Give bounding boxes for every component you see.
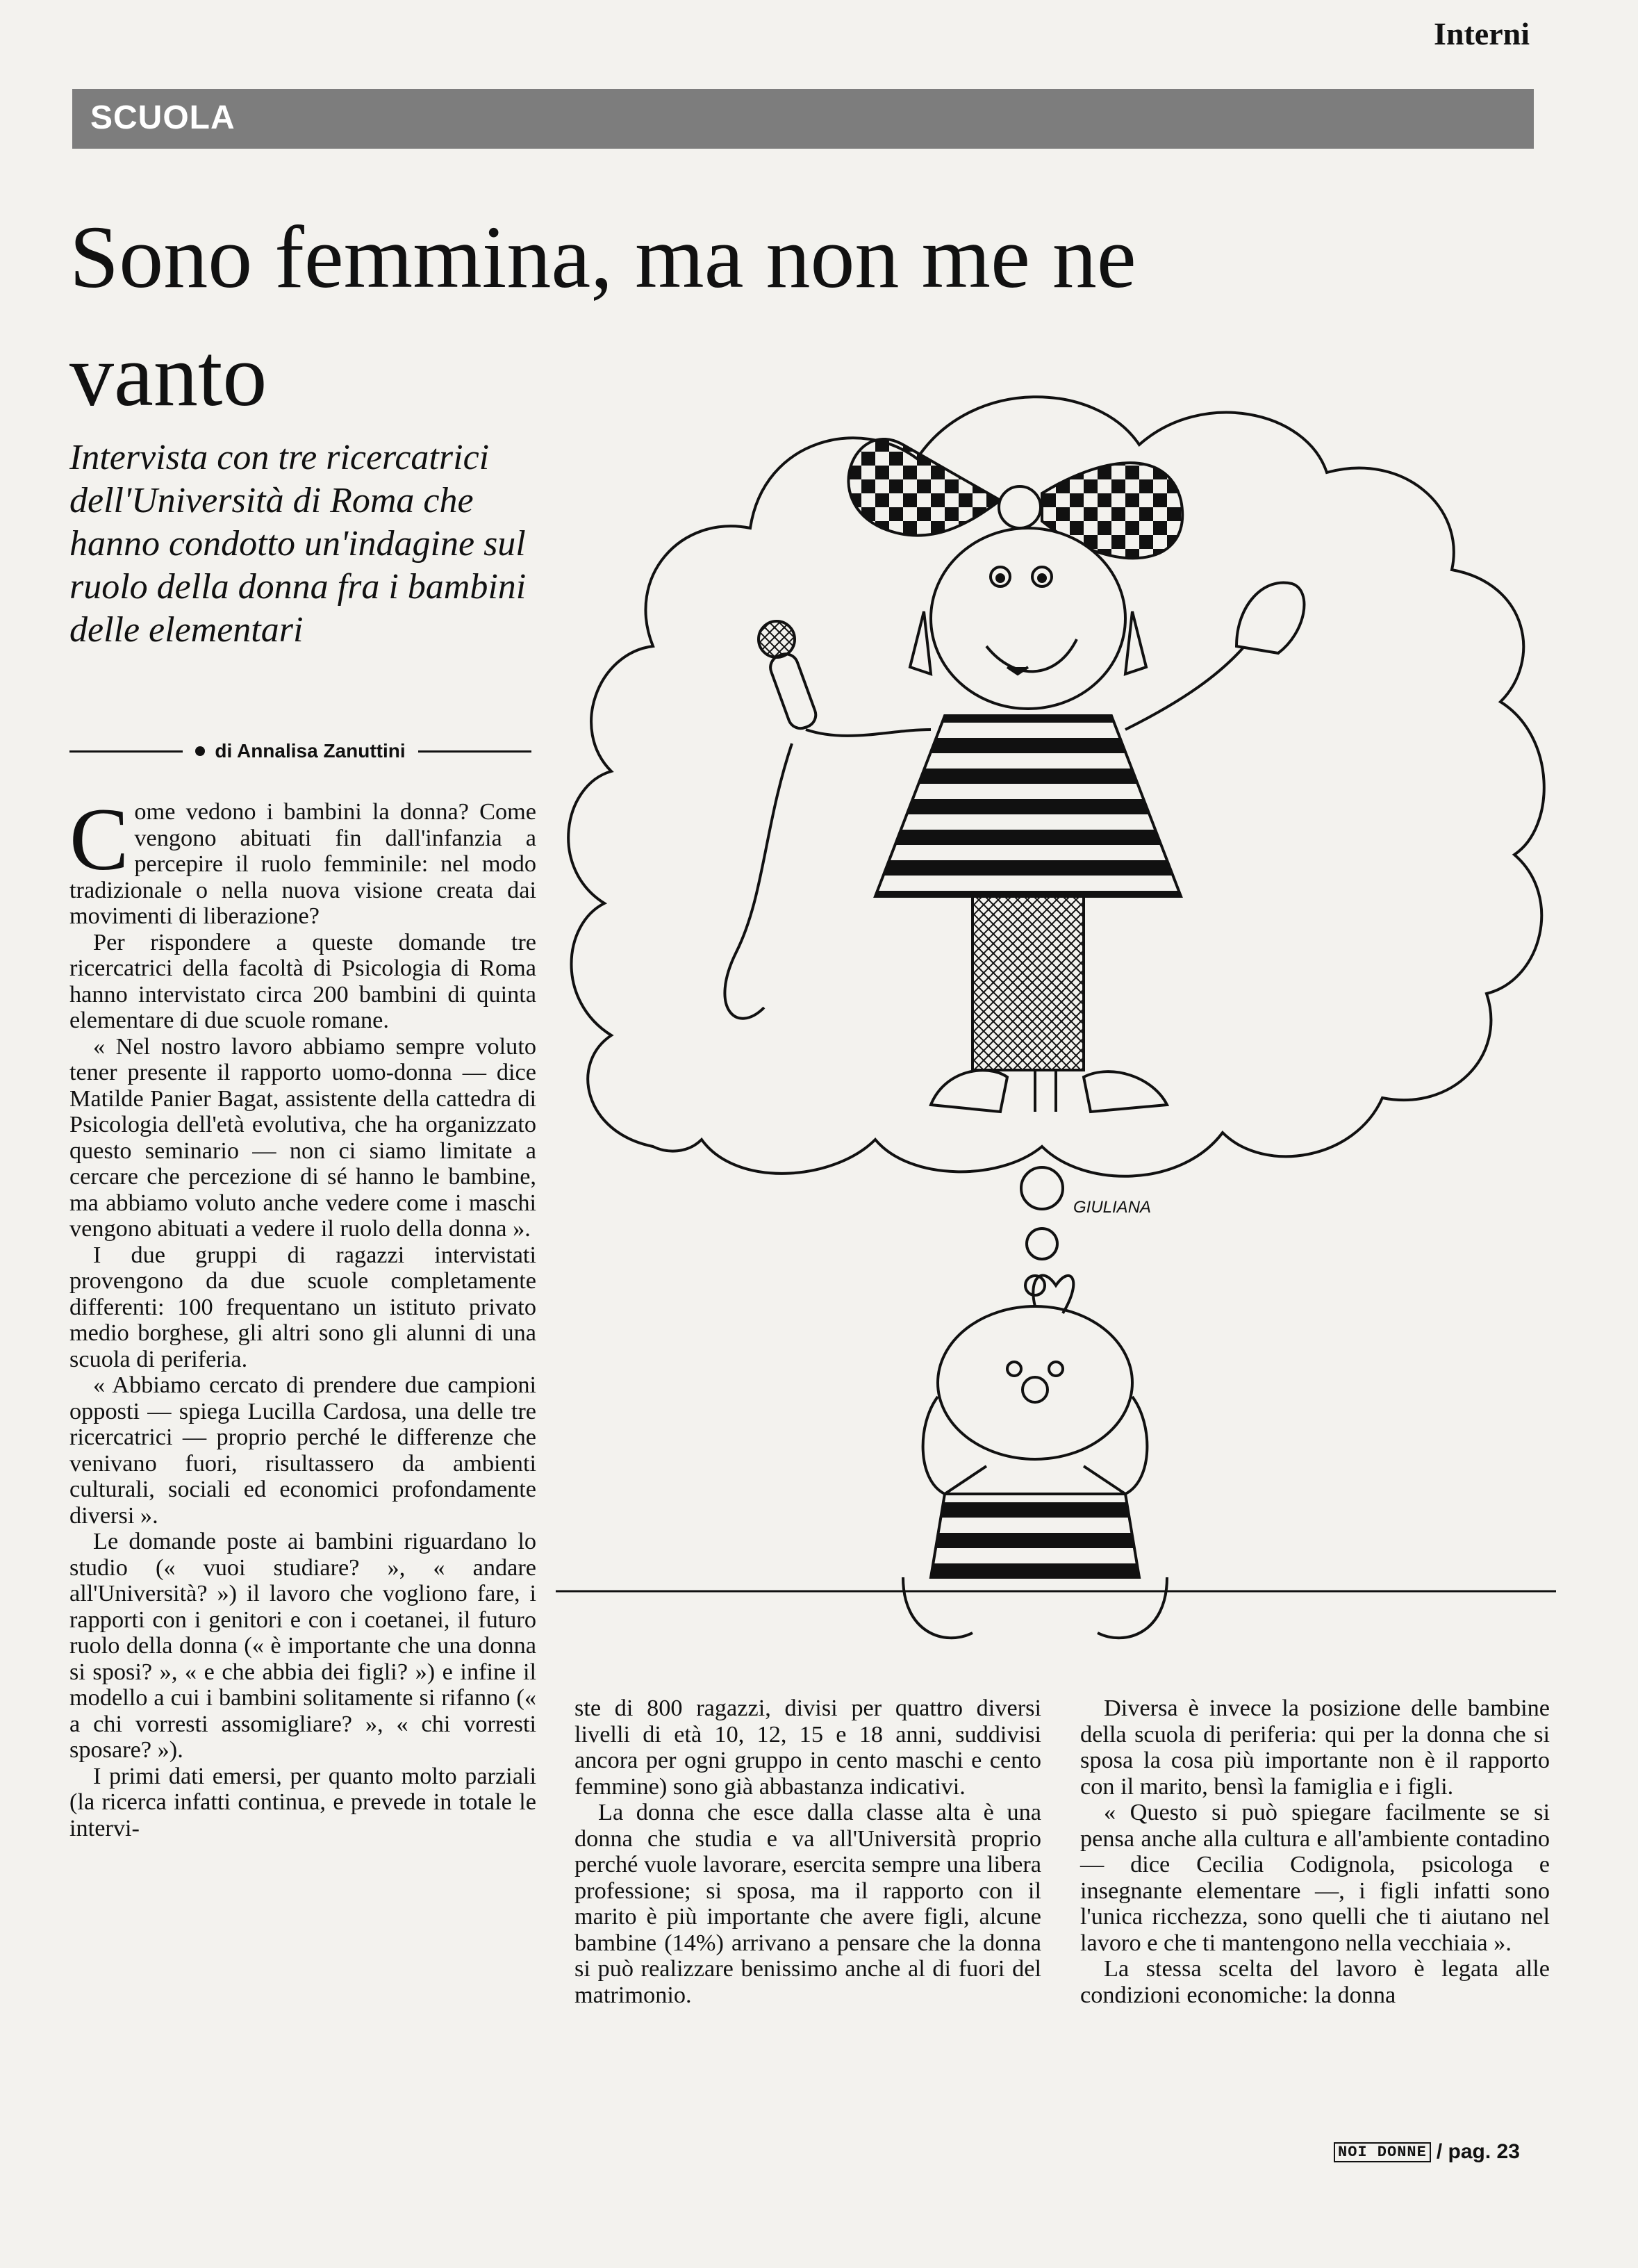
article-lead: Intervista con tre ricercatrici dell'Università di Roma che hanno condotto un'indagine sul ruolo della donna fra i bambini delle elementari	[69, 438, 527, 650]
paragraph: « Nel nostro lavoro abbiamo sempre voluto tener presente il rapporto uomo-donna — dice Matilde Panier Bagat, assistente della cattedra di Psicologia dell'età evolutiva, che ha organizzato questo seminario — non ci siamo limitate a cercare che percezione di sé hanno le bambine, ma abbiamo voluto anche vedere come i maschi vengono abituati a vedere il ruolo della donna ».	[69, 1033, 536, 1242]
section-banner	[72, 89, 1534, 149]
paragraph: I due gruppi di ragazzi intervistati provengono da due scuole completamente differenti: 100 frequentano un istituto privato medio borghese, gli altri sono gli alunni di una scuola di periferia.	[69, 1241, 536, 1372]
section-banner-label: SCUOLA	[90, 99, 235, 136]
boy-head	[938, 1306, 1132, 1459]
article-column-2	[574, 1695, 1041, 2008]
bullet-icon	[195, 746, 205, 756]
girl-head	[931, 528, 1125, 709]
page-number: / pag. 23	[1436, 2140, 1520, 2163]
page-footer	[1334, 2140, 1520, 2164]
paragraph: La donna che esce dalla classe alta è una donna che studia e va all'Università proprio perché vuole lavorare, esercita sempre una libera professione; si sposa, ma il rapporto con il marito è più importante che avere figli, alcune bambine (14%) arrivano a pensare che la donna si può realizzare benissimo anche al di fuori del matrimonio.	[574, 1799, 1041, 2008]
byline-author: di Annalisa Zanuttini	[215, 740, 406, 762]
thought-bubble	[1021, 1167, 1063, 1209]
byline-rule-left	[69, 750, 183, 753]
byline-rule-right	[418, 750, 531, 753]
paragraph: Come vedono i bambini la donna? Come vengono abituati fin dall'infanzia a percepire il ruolo femminile: nel modo tradizionale o nella nuova visione creata dai movimenti di liberazione?	[69, 790, 536, 929]
magazine-logo: NOI DONNE	[1334, 2142, 1431, 2162]
paragraph: I primi dati emersi, per quanto molto parziali (la ricerca infatti continua, e prevede in totale le intervi-	[69, 1762, 536, 1841]
paragraph: ste di 800 ragazzi, divisi per quattro diversi livelli di età 10, 12, 15 e 18 anni, suddivisi ancora per ogni gruppo in cento maschi e cento femmine) sono già abbastanza indicativi.	[574, 1695, 1041, 1800]
article-column-3	[1080, 1695, 1550, 2008]
article-title: Sono femmina, ma non me ne vanto	[69, 208, 1136, 425]
paragraph: Le domande poste ai bambini riguardano lo studio (« vuoi studiare? », « andare all'Università? ») il lavoro che vogliono fare, i rapporti con i genitori e con i coetanei, il futuro ruolo della donna (« è importante che una donna si sposi? », « e che abbia dei figli? ») e infine il modello a cui i bambini solitamente si rifanno (« a chi vorresti assomigliare? », « chi vorresti sposare? »).	[69, 1528, 536, 1763]
microphone-icon	[767, 650, 819, 732]
striped-dress	[875, 716, 1181, 896]
paragraph: « Questo si può spiegare facilmente se si pensa anche alla cultura e all'ambiente contadino — dice Cecilia Codignola, psicologa e insegnante elementare —, i figli infatti sono l'unica ricchezza, sono quelli che ti aiutano nel lavoro e che ti mantengono nella vecchiaia ».	[1080, 1799, 1550, 1956]
cartoon-illustration	[556, 340, 1570, 1682]
paragraph: Diversa è invece la posizione delle bambine della scuola di periferia: qui per la donna che si sposa la cosa più importante non è il rapporto con il marito, bensì la famiglia e i figli.	[1080, 1695, 1550, 1800]
thought-bubble	[1027, 1228, 1057, 1259]
article-column-1	[69, 790, 536, 1841]
paragraph: La stessa scelta del lavoro è legata alle condizioni economiche: la donna	[1080, 1955, 1550, 2008]
drop-cap: C	[69, 790, 129, 889]
boy-shirt	[931, 1494, 1139, 1577]
paragraph: Per rispondere a queste domande tre ricercatrici della facoltà di Psicologia di Roma hanno intervistato circa 200 bambini di quinta elementare di due scuole romane.	[69, 928, 536, 1033]
artist-signature: GIULIANA	[1073, 1198, 1152, 1217]
byline	[69, 740, 531, 762]
bow-left	[848, 439, 1000, 536]
fishnet-legs	[973, 896, 1084, 1070]
paragraph: « Abbiamo cercato di prendere due campioni opposti — spiega Lucilla Cardosa, una delle tre ricercatrici — proprio perché le differenze che venivano fuori, risultassero da ambienti culturali, sociali ed economici profondamente diversi ».	[69, 1372, 536, 1529]
section-label: Interni	[1434, 16, 1530, 51]
